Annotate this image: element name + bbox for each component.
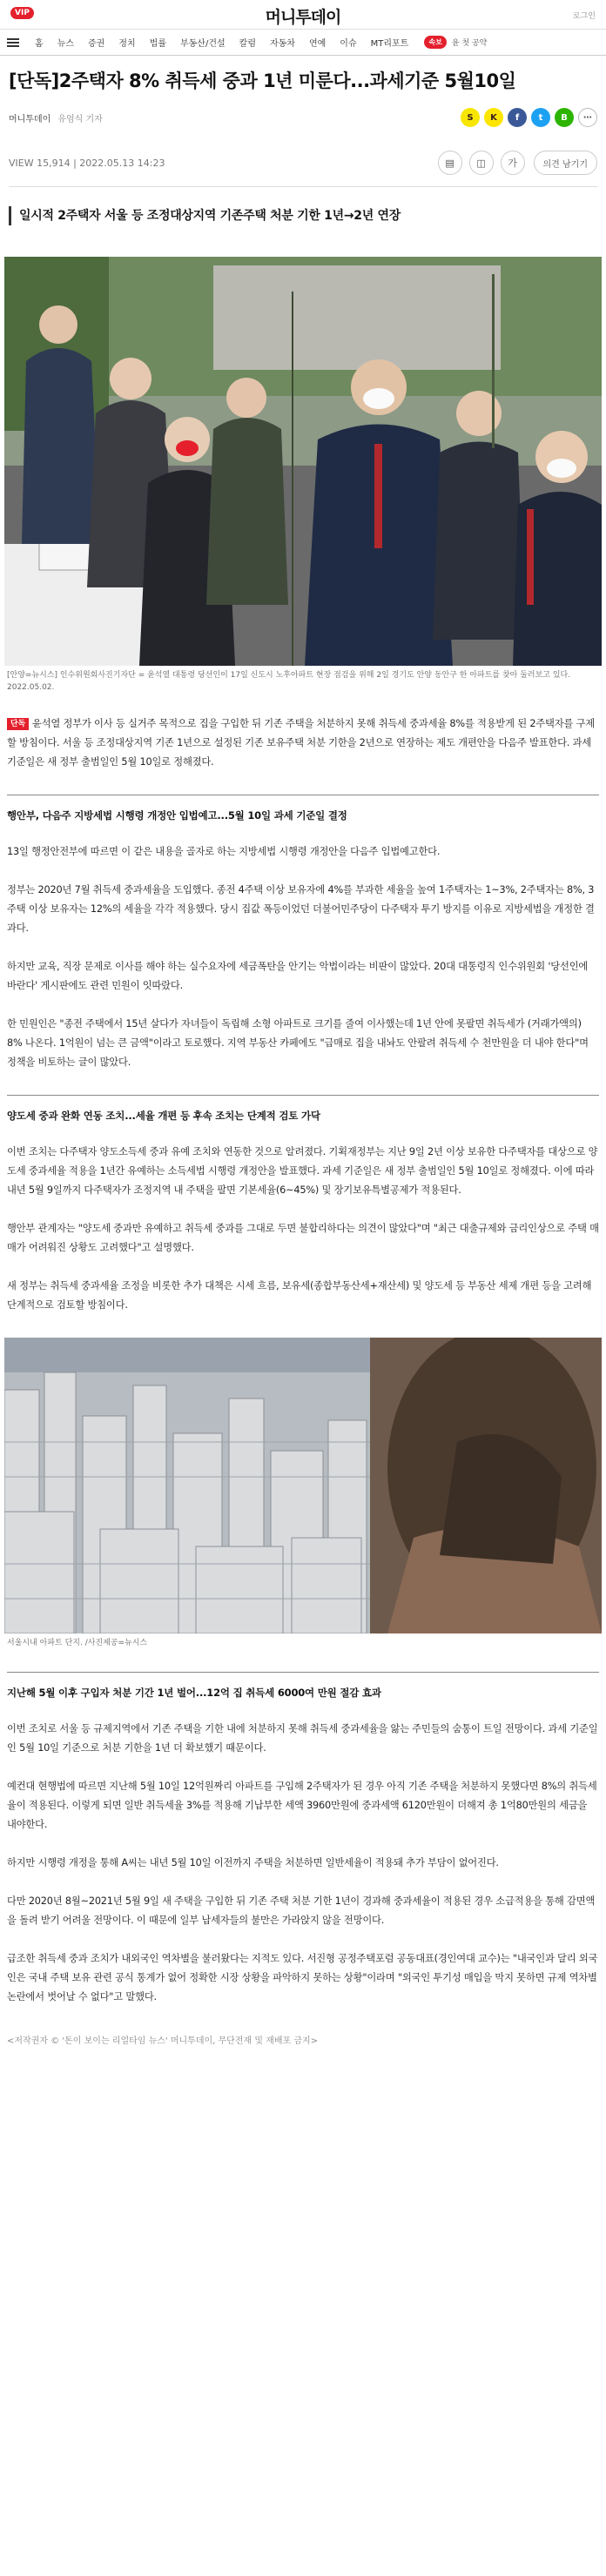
band-share-icon[interactable]: B (555, 108, 574, 127)
paragraph: 13일 행정안전부에 따르면 이 같은 내용을 골자로 하는 지방세법 시행령 개정안을 다음주 입법예고한다. (7, 846, 441, 857)
nav-item-column[interactable]: 칼럼 (239, 39, 256, 49)
nav-item-home[interactable]: 홈 (35, 39, 44, 49)
breaking-badge: 속보 (424, 36, 446, 49)
nav-item-news[interactable]: 뉴스 (57, 39, 74, 49)
nav-item-mt-report[interactable]: MT리포트 (370, 39, 409, 49)
article-body (0, 714, 606, 772)
paragraph: 하지만 시행령 개정을 통해 A씨는 내년 5월 10일 이전까지 주택을 처분하면 일반세율이 적용돼 추가 부담이 없어진다. (7, 1857, 499, 1868)
kakaotalk-share-icon[interactable]: K (484, 108, 503, 127)
section-1-title: 행안부, 다음주 지방세법 시행령 개정안 입법예고...5월 10일 과세 기준일 결정 (7, 795, 599, 823)
paragraph: 이번 조치로 서울 등 규제지역에서 기존 주택을 기한 내에 처분하지 못해 취득세 중과세율을 앓는 주민들의 숨통이 트일 전망이다. 과세 기준일인 5월 10일 기준으로 처분 기한을 1년 더 확보했기 때문이다. (7, 1723, 598, 1754)
paragraph: 정부는 2020년 7월 취득세 중과세율을 도입했다. 종전 4주택 이상 보유자에 4%를 부과한 세율을 높여 1주택자는 1~3%, 2주택자는 8%, 3주택 이상 보유자는 12%의 세율을 각각 적용했다. 당시 집값 폭등이었던 더불어민주당이 다주택자 투기 방지를 이유로 지방세법을 개정한 결과다. (7, 884, 595, 934)
photo-inspection-scene (4, 257, 602, 666)
view-count: VIEW 15,914 (9, 157, 71, 169)
copyright-notice: <저작권자 © '돈이 보이는 리얼타임 뉴스' 머니투데이, 무단전재 및 재배포 금지> (7, 2036, 319, 2046)
kakaostory-share-icon[interactable]: S (461, 108, 480, 127)
paragraph: 다만 2020년 8월~2021년 5월 9일 새 주택을 구입한 뒤 기존 주택 처분 기한 1년이 경과해 중과세율이 적용된 경우 소급적용을 통해 감면액을 돌려 받기 어려울 전망이다. 이 때문에 일부 납세자들의 불만은 가라앉지 않을 전망이다. (7, 1895, 596, 1926)
nav-item-law[interactable]: 법률 (149, 39, 166, 49)
paragraph: 급조한 취득세 중과 조치가 내외국인 역차별을 불러왔다는 지적도 있다. 서진형 공정주택포럼 공동대표(경인여대 교수)는 "내국인과 달리 외국인은 국내 주택 보유 관련 공식 통계가 없어 정확한 시장 상황을 파악하지 못하는 상황"이라며 "외국인 투기성 매입을 막지 못하면 규제 역차별 논란에서 벗어날 수 없다"고 말했다. (7, 1953, 598, 2002)
photo-2-caption: 서울시내 아파트 단지. /사진제공=뉴시스 (7, 1639, 148, 1647)
paragraph: 예컨대 현행법에 따르면 지난해 5월 10일 12억원짜리 아파트를 구입해 2주택자가 된 경우 아직 기존 주택을 처분하지 못했다면 8%의 취득세율이 적용된다. 이렇게 되면 일반 취득세율 3%를 적용해 기납부한 세액 3960만원에 중과세액 6120만원이 더해져 총 1억80만원의 세금을 내야한다. (7, 1781, 597, 1830)
section-3-body (0, 1720, 606, 2007)
article-photo-1 (4, 257, 602, 666)
breaking-news-ticker[interactable]: 윤 첫 공약 (451, 39, 488, 48)
article-subhead: 일시적 2주택자 서울 등 조정대상지역 기존주택 처분 기한 1년→2년 연장 (9, 206, 597, 225)
article-header (0, 56, 606, 178)
article-headline: [단독]2주택자 8% 취득세 중과 1년 미룬다...과세기준 5월10일 (9, 70, 516, 91)
section-1-body (0, 842, 606, 1072)
byline-row (9, 106, 597, 129)
publish-date: 2022.05.13 14:23 (79, 157, 165, 169)
meta-separator: | (73, 157, 80, 169)
section-2-body (0, 1143, 606, 1315)
nav-item-realestate[interactable]: 부동산/건설 (179, 39, 226, 49)
header-divider (9, 186, 597, 187)
nav-item-issue[interactable]: 이슈 (340, 39, 357, 49)
article-photo-2 (4, 1338, 602, 1633)
paragraph: 새 정부는 취득세 중과세율 조정을 비롯한 추가 대책은 시세 흐름, 보유세(종합부동산세+재산세) 및 양도세 등 부동산 세제 개편 등을 고려해 단계적으로 검토할 방침이다. (7, 1280, 592, 1311)
vip-badge[interactable]: VIP (10, 7, 34, 19)
section-2-title: 양도세 중과 완화 연동 조치...세율 개편 등 후속 조치는 단계적 검토 가닥 (7, 1095, 599, 1124)
top-bar (0, 0, 606, 30)
lead-text: 윤석열 정부가 이사 등 실거주 목적으로 집을 구입한 뒤 기존 주택을 처분하지 못해 취득세 중과세율 8%를 적용받게 된 2주택자를 구제할 방침이다. 서울 등 조정대상지역 기존 1년으로 설정된 기존 보유주택 처분 기한을 2년으로 연장하는 제도 개편안을 다음주 발표한다. 과세 기준일은 새 정부 출범일인 5월 10일로 정해졌다. (7, 718, 596, 768)
print-icon[interactable]: ▤ (438, 151, 462, 175)
article-meta (9, 158, 431, 169)
hamburger-menu-icon[interactable] (7, 38, 19, 47)
main-nav (0, 30, 606, 56)
nav-item-politics[interactable]: 정치 (118, 39, 136, 49)
press-name: 머니투데이 (9, 114, 51, 124)
reporter-name[interactable]: 유엄식 기자 (57, 114, 103, 124)
paragraph: 행안부 관계자는 "양도세 중과만 유예하고 취득세 중과를 그대로 두면 불합리하다는 의견이 많았다"며 "최근 대출규제와 금리인상으로 주택 매매가 어려워진 상황도 고려했다"고 설명했다. (7, 1223, 599, 1253)
nav-item-auto[interactable]: 자동차 (269, 39, 295, 49)
paragraph: 이번 조치는 다주택자 양도소득세 중과 유예 조치와 연동한 것으로 알려졌다. 기획재정부는 지난 9일 2년 이상 보유한 다주택자를 대상으로 양도세 중과세율 적용을 1년간 유예하는 소득세법 시행령 개정안을 발표했다. 과세 기준일은 새 정부 출범일인 5월 10일로 정해졌다. 이에 따라 내년 5월 9일까지 다주택자가 조정지역 내 주택을 팔면 기본세율(6~45%) 및 장기보유특별공제가 적용된다. (7, 1146, 598, 1196)
nav-item-stock[interactable]: 증권 (88, 39, 105, 49)
article-meta-row (9, 151, 597, 178)
photo-apartment-complex (4, 1338, 602, 1633)
paragraph: 하지만 교육, 직장 문제로 이사를 해야 하는 실수요자에 세금폭탄을 안기는 악법이라는 비판이 많았다. 20대 대통령직 인수위원회 '당선인에 바란다' 게시판에도 관련 민원이 잇따랐다. (7, 961, 589, 991)
lead-paragraph (7, 714, 599, 772)
leave-comment-button[interactable]: 의견 남기기 (534, 151, 597, 175)
font-size-button[interactable]: 가 (501, 151, 525, 175)
nav-item-entertainment[interactable]: 연예 (308, 39, 327, 49)
site-header (0, 0, 606, 56)
photo-1-caption: [안양=뉴시스] 인수위원회사진기자단 = 윤석열 대통령 당선인이 17일 신도시 노후아파트 현장 점검을 위해 2일 경기도 안양 동안구 한 아파트를 찾아 둘러보고 있다. 2022.05.02. (7, 671, 571, 692)
exclusive-tag: 단독 (7, 718, 29, 730)
scrap-icon[interactable]: ◫ (469, 151, 494, 175)
login-link[interactable]: 로그인 (572, 12, 596, 21)
paragraph: 한 민원인은 "종전 주택에서 15년 살다가 자녀들이 독립해 소형 아파트로 크기를 줄여 이사했는데 1년 안에 못팔면 취득세가 (거래가액의) 8% 나온다. 1억원이 넘는 큰 금액"이라고 토로했다. 지역 부동산 카페에도 "급매로 집을 내놔도 안팔려 취득세 수 천만원을 더 내야 한다"며 정책을 비토하는 글이 많았다. (7, 1018, 589, 1068)
facebook-share-icon[interactable]: f (508, 108, 527, 127)
article (0, 56, 606, 2067)
section-3-title: 지난해 5월 이후 구입자 처분 기간 1년 벌어...12억 집 취득세 6000여 만원 절감 효과 (7, 1672, 599, 1701)
twitter-share-icon[interactable]: t (531, 108, 550, 127)
share-more-icon[interactable]: ⋯ (578, 108, 597, 127)
site-logo[interactable]: 머니투데이 (265, 8, 341, 27)
